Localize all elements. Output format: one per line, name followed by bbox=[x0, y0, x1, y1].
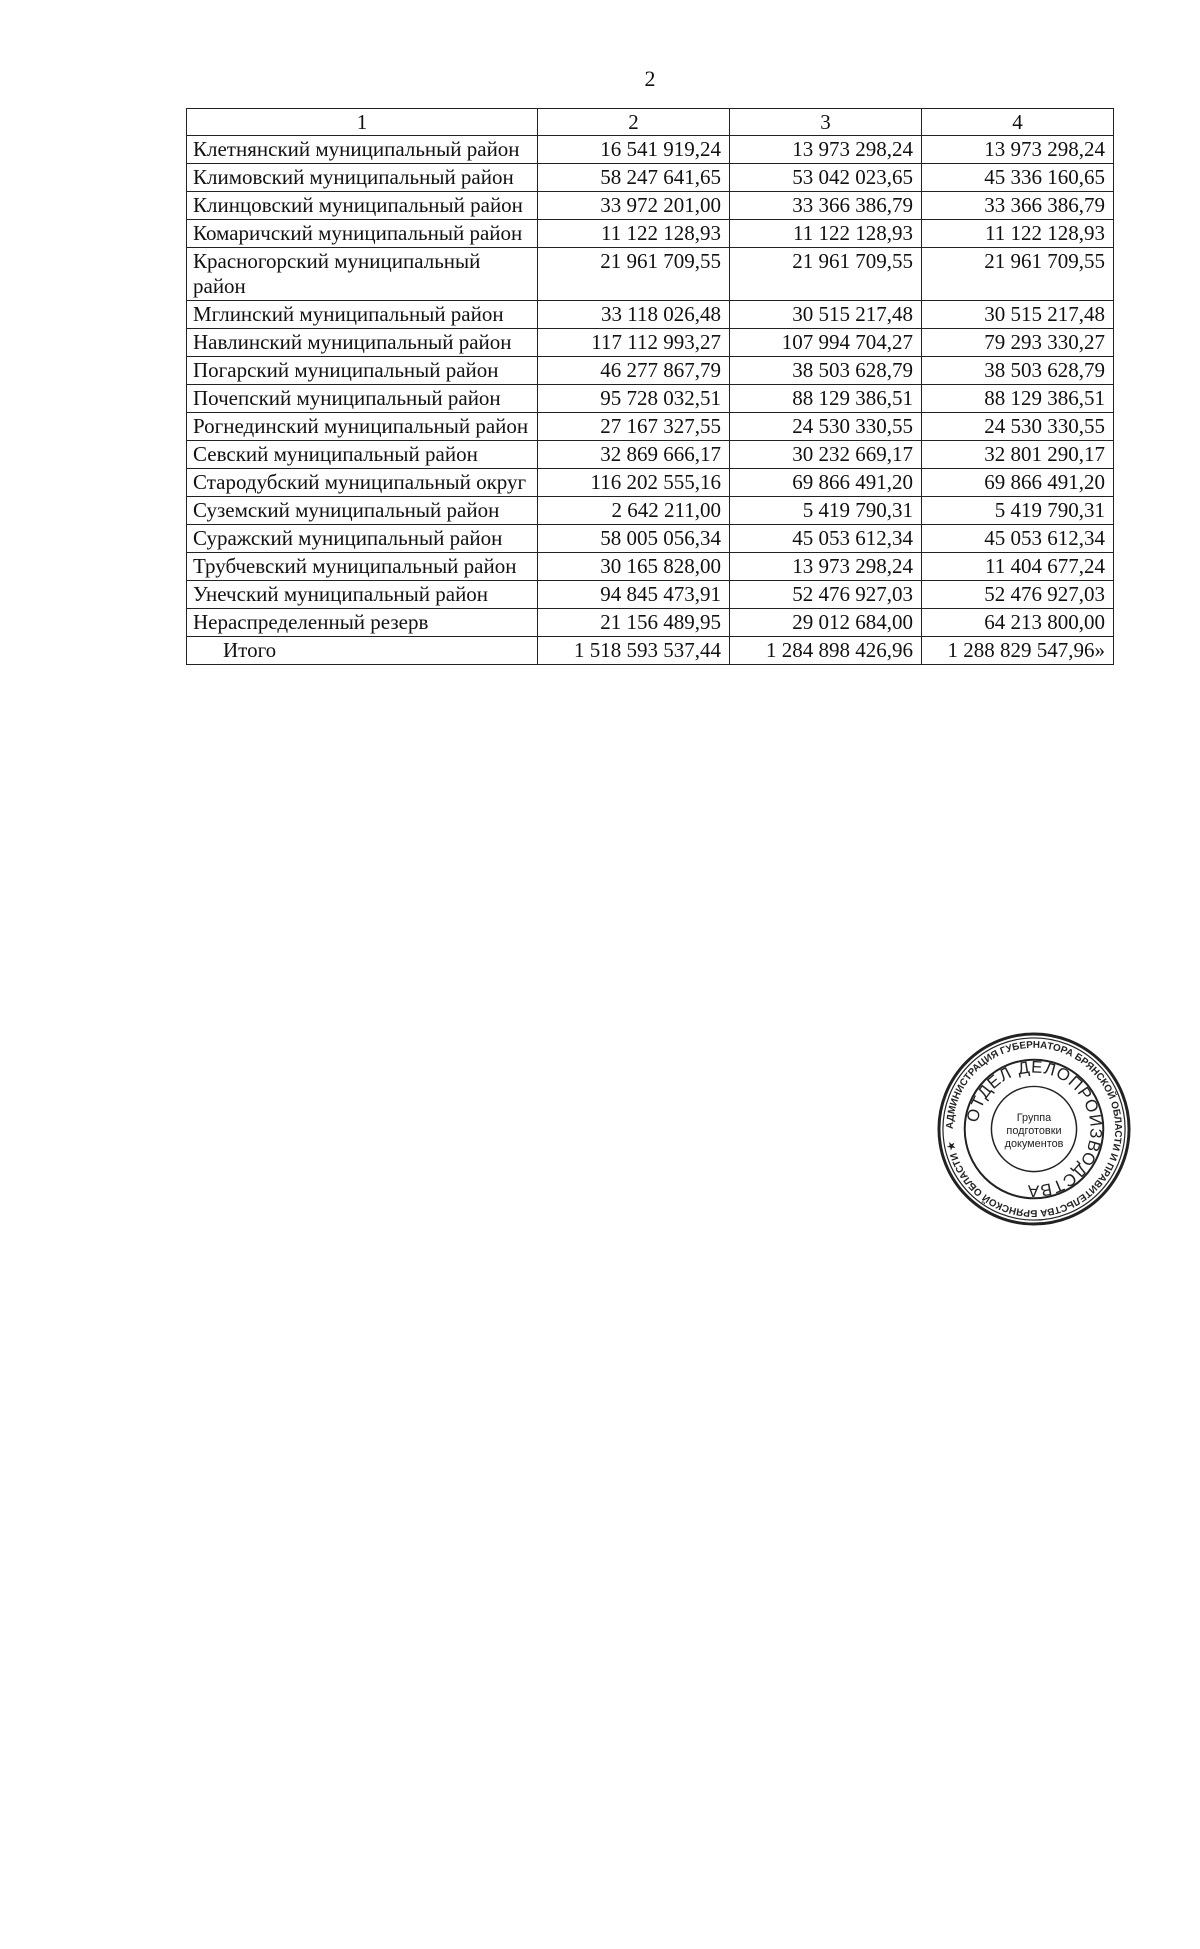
column-header: 1 bbox=[187, 109, 538, 136]
value-col-4: 33 366 386,79 bbox=[922, 192, 1114, 220]
stamp-center-line-2: подготовки bbox=[1006, 1124, 1062, 1137]
table-row bbox=[187, 413, 1114, 441]
table-row bbox=[187, 525, 1114, 553]
total-row bbox=[187, 637, 1114, 665]
table-row bbox=[187, 301, 1114, 329]
value-col-2: 46 277 867,79 bbox=[538, 357, 730, 385]
value-col-2: 21 961 709,55 bbox=[538, 248, 730, 301]
table-row bbox=[187, 357, 1114, 385]
value-col-4: 52 476 927,03 bbox=[922, 581, 1114, 609]
value-col-4: 64 213 800,00 bbox=[922, 609, 1114, 637]
district-name: Стародубский муниципальный округ bbox=[187, 469, 538, 497]
value-col-4: 24 530 330,55 bbox=[922, 413, 1114, 441]
table-row bbox=[187, 609, 1114, 637]
district-name: Погарский муниципальный район bbox=[187, 357, 538, 385]
table-row bbox=[187, 553, 1114, 581]
value-col-4: 11 404 677,24 bbox=[922, 553, 1114, 581]
value-col-3: 38 503 628,79 bbox=[730, 357, 922, 385]
value-col-4: 32 801 290,17 bbox=[922, 441, 1114, 469]
value-col-2: 21 156 489,95 bbox=[538, 609, 730, 637]
value-col-2: 58 005 056,34 bbox=[538, 525, 730, 553]
total-col-4: 1 288 829 547,96» bbox=[922, 637, 1114, 665]
value-col-3: 24 530 330,55 bbox=[730, 413, 922, 441]
value-col-2: 32 869 666,17 bbox=[538, 441, 730, 469]
budget-table bbox=[186, 108, 1114, 665]
official-stamp bbox=[935, 1030, 1133, 1228]
column-header: 2 bbox=[538, 109, 730, 136]
value-col-4: 45 336 160,65 bbox=[922, 164, 1114, 192]
value-col-3: 30 232 669,17 bbox=[730, 441, 922, 469]
value-col-2: 2 642 211,00 bbox=[538, 497, 730, 525]
value-col-3: 29 012 684,00 bbox=[730, 609, 922, 637]
district-name: Севский муниципальный район bbox=[187, 441, 538, 469]
table-row bbox=[187, 385, 1114, 413]
value-col-4: 88 129 386,51 bbox=[922, 385, 1114, 413]
table-row bbox=[187, 497, 1114, 525]
value-col-2: 16 541 919,24 bbox=[538, 136, 730, 164]
value-col-2: 95 728 032,51 bbox=[538, 385, 730, 413]
district-name: Комаричский муниципальный район bbox=[187, 220, 538, 248]
table-row bbox=[187, 248, 1114, 301]
district-name: Суражский муниципальный район bbox=[187, 525, 538, 553]
value-col-3: 45 053 612,34 bbox=[730, 525, 922, 553]
value-col-2: 11 122 128,93 bbox=[538, 220, 730, 248]
stamp-center-line-3: документов bbox=[1004, 1137, 1064, 1150]
value-col-4: 5 419 790,31 bbox=[922, 497, 1114, 525]
value-col-4: 69 866 491,20 bbox=[922, 469, 1114, 497]
value-col-4: 11 122 128,93 bbox=[922, 220, 1114, 248]
district-name: Трубчевский муниципальный район bbox=[187, 553, 538, 581]
district-name: Навлинский муниципальный район bbox=[187, 329, 538, 357]
value-col-2: 117 112 993,27 bbox=[538, 329, 730, 357]
value-col-3: 30 515 217,48 bbox=[730, 301, 922, 329]
total-col-3: 1 284 898 426,96 bbox=[730, 637, 922, 665]
table-row bbox=[187, 164, 1114, 192]
table-row bbox=[187, 220, 1114, 248]
value-col-4: 13 973 298,24 bbox=[922, 136, 1114, 164]
value-col-3: 21 961 709,55 bbox=[730, 248, 922, 301]
value-col-3: 53 042 023,65 bbox=[730, 164, 922, 192]
table-row bbox=[187, 329, 1114, 357]
district-name: Рогнединский муниципальный район bbox=[187, 413, 538, 441]
district-name: Клетнянский муниципальный район bbox=[187, 136, 538, 164]
value-col-4: 30 515 217,48 bbox=[922, 301, 1114, 329]
district-name: Климовский муниципальный район bbox=[187, 164, 538, 192]
value-col-2: 116 202 555,16 bbox=[538, 469, 730, 497]
value-col-3: 33 366 386,79 bbox=[730, 192, 922, 220]
column-header: 3 bbox=[730, 109, 922, 136]
district-name: Красногорский муниципальный район bbox=[187, 248, 538, 301]
value-col-2: 33 118 026,48 bbox=[538, 301, 730, 329]
total-col-2: 1 518 593 537,44 bbox=[538, 637, 730, 665]
value-col-4: 79 293 330,27 bbox=[922, 329, 1114, 357]
district-name: Нераспределенный резерв bbox=[187, 609, 538, 637]
value-col-2: 33 972 201,00 bbox=[538, 192, 730, 220]
value-col-2: 94 845 473,91 bbox=[538, 581, 730, 609]
table-row bbox=[187, 469, 1114, 497]
table-row bbox=[187, 441, 1114, 469]
stamp-ring-text: ОТДЕЛ ДЕЛОПРОИЗВОДСТВА bbox=[962, 1057, 1106, 1201]
value-col-3: 11 122 128,93 bbox=[730, 220, 922, 248]
table-row bbox=[187, 192, 1114, 220]
table-row bbox=[187, 136, 1114, 164]
district-name: Суземский муниципальный район bbox=[187, 497, 538, 525]
district-name: Мглинский муниципальный район bbox=[187, 301, 538, 329]
value-col-3: 69 866 491,20 bbox=[730, 469, 922, 497]
value-col-3: 13 973 298,24 bbox=[730, 136, 922, 164]
value-col-4: 45 053 612,34 bbox=[922, 525, 1114, 553]
total-label: Итого bbox=[187, 637, 538, 665]
value-col-3: 52 476 927,03 bbox=[730, 581, 922, 609]
value-col-2: 27 167 327,55 bbox=[538, 413, 730, 441]
value-col-4: 38 503 628,79 bbox=[922, 357, 1114, 385]
stamp-outer-text: АДМИНИСТРАЦИЯ ГУБЕРНАТОРА БРЯНСКОЙ ОБЛАСТИ И ПРАВИТЕЛЬСТВА БРЯНСКОЙ ОБЛАСТИ ★ bbox=[944, 1039, 1124, 1219]
value-col-2: 58 247 641,65 bbox=[538, 164, 730, 192]
stamp-center-line-1: Группа bbox=[1016, 1112, 1052, 1125]
district-name: Клинцовский муниципальный район bbox=[187, 192, 538, 220]
value-col-3: 5 419 790,31 bbox=[730, 497, 922, 525]
value-col-2: 30 165 828,00 bbox=[538, 553, 730, 581]
value-col-3: 88 129 386,51 bbox=[730, 385, 922, 413]
value-col-3: 13 973 298,24 bbox=[730, 553, 922, 581]
table-header-row bbox=[187, 109, 1114, 136]
value-col-4: 21 961 709,55 bbox=[922, 248, 1114, 301]
page-number: 2 bbox=[644, 66, 656, 91]
column-header: 4 bbox=[922, 109, 1114, 136]
table-row bbox=[187, 581, 1114, 609]
value-col-3: 107 994 704,27 bbox=[730, 329, 922, 357]
district-name: Почепский муниципальный район bbox=[187, 385, 538, 413]
district-name: Унечский муниципальный район bbox=[187, 581, 538, 609]
